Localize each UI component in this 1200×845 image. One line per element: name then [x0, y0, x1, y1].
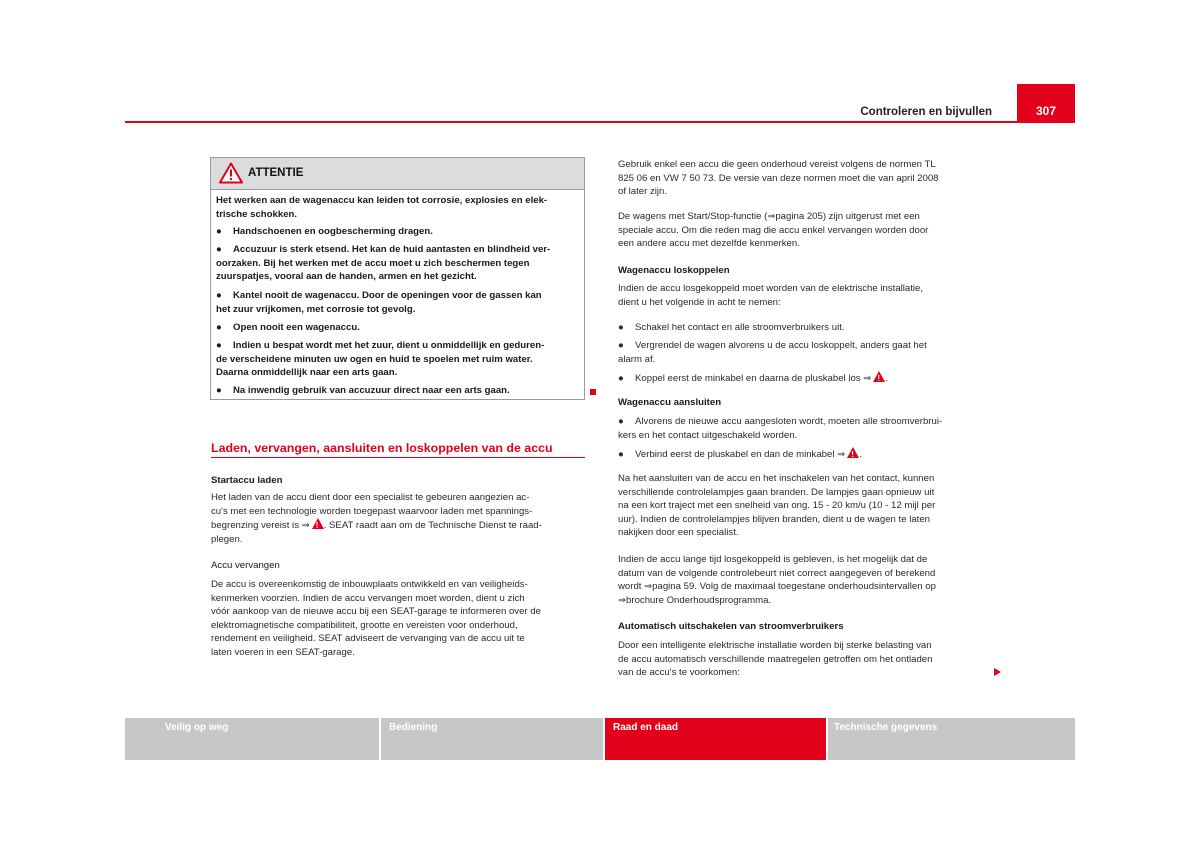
- subheading-automatisch: Automatisch uitschakelen van stroomverbruikers: [618, 621, 844, 632]
- chapter-title: Controleren en bijvullen: [860, 106, 992, 118]
- tab-label: Raad en daad: [613, 722, 679, 733]
- subheading-vervangen: Accu vervangen: [211, 560, 280, 571]
- tab-label: Bediening: [389, 722, 438, 733]
- warning-ref-icon[interactable]: [847, 447, 859, 458]
- tab-label: Veilig op weg: [165, 722, 229, 733]
- tab-veilig-op-weg[interactable]: [125, 718, 379, 760]
- warning-ref-icon[interactable]: [873, 371, 885, 382]
- page-number: 307: [1035, 104, 1057, 118]
- warning-item: ● Accuzuur is sterk etsend. Het kan de huid aantasten en blindheid ver- oorzaken. Bij het werken met de accu moet u zich beschermen tegen zuurspatjes, vooral aan de handen, armen en het gezicht.: [216, 244, 551, 283]
- section-heading: Laden, vervangen, aansluiten en loskoppelen van de accu: [211, 441, 553, 455]
- warning-header: [211, 158, 584, 190]
- paragraph-startaccu: Het laden van de accu dient door een specialist te gebeuren aangezien ac- cu's met een technologie worden toegepast waarvoor laden met spannings- begrenzing vereist is ⇒! . SEAT raadt aan om de Technische Dienst te raad- plegen.: [211, 491, 589, 546]
- paragraph-startstop: De wagens met Start/Stop-functie (⇒pagina 205) zijn uitgerust met een speciale accu. Om die reden mag die accu enkel vervangen worden door een andere accu met dezelfde kenmerken.: [618, 211, 929, 250]
- subheading-loskoppelen: Wagenaccu loskoppelen: [618, 265, 730, 276]
- tab-bediening[interactable]: [381, 718, 603, 760]
- paragraph-vervangen: De accu is overeenkomstig de inbouwplaats ontwikkeld en van veiligheids- kenmerken voorzien. Indien de accu vervangen moet worden, dient u zich vóór aankoop van de nieuwe accu bij een SEAT-garage te informeren over de elektromagnetische compatibiliteit, grootte en vereisten voor onderhoud, rendement en veiligheid. SEAT adviseert de vervanging van de accu uit te laten voeren in een SEAT-garage.: [211, 579, 541, 658]
- warning-item: ● Indien u bespat wordt met het zuur, dient u onmiddellijk en geduren- de verscheidene minuten uw ogen en huid te spoelen met ruim water. Daarna onmiddellijk naar een arts gaan.: [216, 340, 545, 379]
- warning-title: ATTENTIE: [248, 167, 304, 179]
- tab-technische-gegevens[interactable]: [828, 718, 1075, 760]
- section-heading-rule: [211, 457, 585, 458]
- subheading-aansluiten: Wagenaccu aansluiten: [618, 397, 722, 408]
- warning-item: ● Handschoenen en oogbescherming dragen.: [216, 226, 433, 237]
- header-rule: [125, 121, 1075, 123]
- paragraph-onderhoud: Indien de accu lange tijd losgekoppeld is gebleven, is het mogelijk dat de datum van de volgende controlebeurt niet correct aangegeven of berekend wordt ⇒pagina 59. Volg de maximaal toegestane onderhoudsintervallen op ⇒brochure Onderhoudsprogramma.: [618, 554, 936, 606]
- warning-item: ● Na inwendig gebruik van accuzuur direct naar een arts gaan.: [216, 385, 510, 396]
- end-marker: [590, 389, 596, 395]
- list-item: ● Koppel eerst de minkabel en daarna de pluskabel los ⇒! .: [618, 371, 990, 386]
- tab-label: Technische gegevens: [834, 722, 938, 733]
- subheading-startaccu: Startaccu laden: [211, 475, 283, 486]
- paragraph-automatisch: Door een intelligente elektrische installatie worden bij sterke belasting van de accu automatisch verschillende maatregelen getroffen om het ontladen van de accu's te voorkomen:: [618, 640, 933, 679]
- continue-arrow-icon: [994, 668, 1001, 676]
- warning-triangle-icon: [219, 162, 243, 184]
- list-item: ● Vergrendel de wagen alvorens u de accu loskoppelt, anders gaat het alarm af.: [618, 340, 927, 365]
- warning-intro: Het werken aan de wagenaccu kan leiden tot corrosie, explosies en elek- trische schokken.: [216, 195, 548, 220]
- list-item: ● Schakel het contact en alle stroomverbruikers uit.: [618, 322, 845, 333]
- warning-item: ● Kantel nooit de wagenaccu. Door de openingen voor de gassen kan het zuur vrijkomen, met corrosie tot gevolg.: [216, 290, 542, 315]
- paragraph-controlelampjes: Na het aansluiten van de accu en het inschakelen van het contact, kunnen verschillende controlelampjes gaan branden. De lampjes gaan opnieuw uit na een kort traject met een snelheid van ong. 15 - 20 km/u (10 - 12 mijl per uur). Indien de controlelampjes blijven branden, dient u de wagen te laten nakijken door een specialist.: [618, 473, 936, 539]
- paragraph-loskoppelen: Indien de accu losgekoppeld moet worden van de elektrische installatie, dient u het volgende in acht te nemen:: [618, 283, 924, 308]
- warning-item: ● Open nooit een wagenaccu.: [216, 322, 360, 333]
- paragraph-norms: Gebruik enkel een accu die geen onderhoud vereist volgens de normen TL 825 06 en VW 7 50 73. De versie van deze normen moet die van april 2008 of later zijn.: [618, 159, 939, 198]
- warning-box: [210, 157, 585, 400]
- list-item: ● Verbind eerst de pluskabel en dan de minkabel ⇒! .: [618, 447, 990, 462]
- warning-ref-icon[interactable]: [312, 518, 324, 529]
- tab-raad-en-daad[interactable]: [605, 718, 826, 760]
- list-item: ● Alvorens de nieuwe accu aangesloten wordt, moeten alle stroomverbrui- kers en het contact uitgeschakeld worden.: [618, 416, 943, 441]
